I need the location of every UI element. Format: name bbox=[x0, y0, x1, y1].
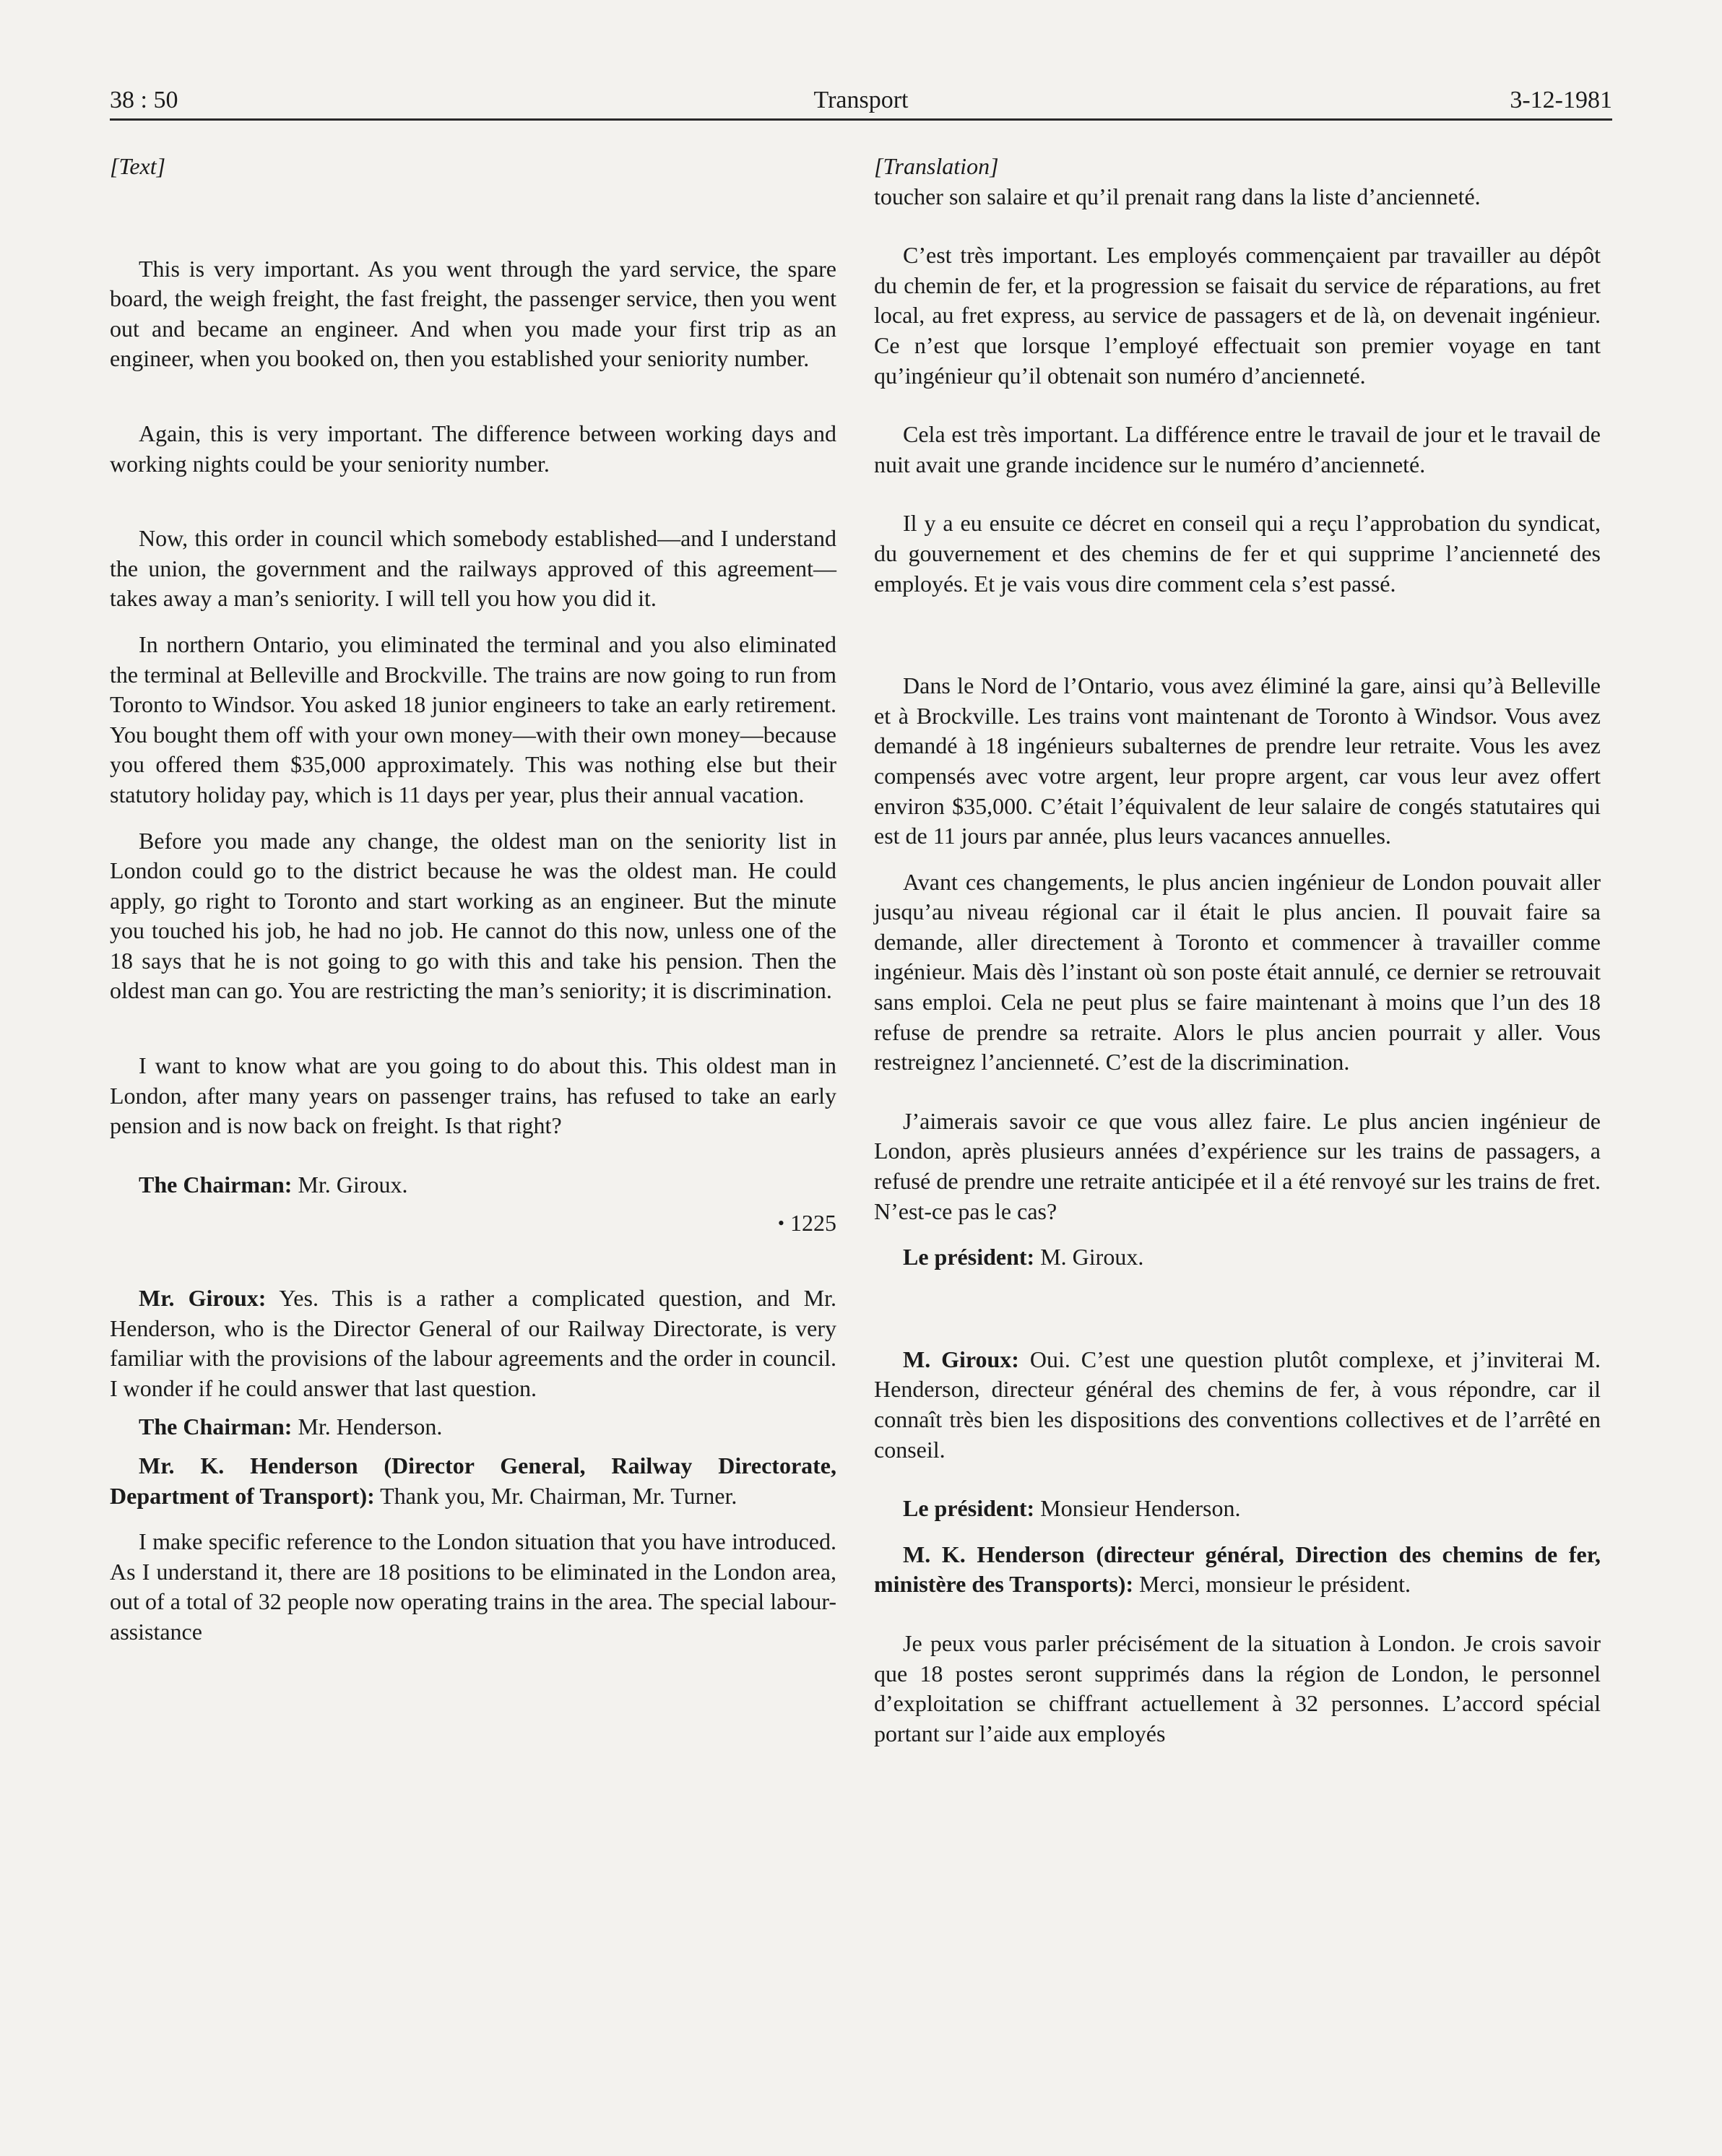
speaker-turn bbox=[874, 1540, 1601, 1600]
translation-tag: [Translation] bbox=[874, 153, 999, 179]
page-header bbox=[110, 78, 1612, 121]
speaker-label: Mr. K. Henderson (Director General, Railway Directorate, Department of Transport): bbox=[110, 1453, 836, 1509]
speech-text: Mr. Giroux. bbox=[292, 1171, 408, 1198]
speaker-turn bbox=[110, 1412, 836, 1442]
speaker-turn bbox=[110, 1170, 836, 1200]
speaker-turn bbox=[874, 1494, 1601, 1524]
speaker-label: Le président: bbox=[903, 1244, 1035, 1270]
french-column bbox=[874, 152, 1601, 1749]
paragraph: C’est très important. Les employés commençaient par travailler au dépôt du chemin de fer, et la progression se faisait du service de réparations, au fret local, au fret express, au service de passagers et de là, on devenait ingénieur. Ce n’est que lorsque l’employé effectuait son premier voyage en tant qu’ingénieur qu’il obtenait son numéro d’ancienneté. bbox=[874, 242, 1601, 389]
english-column bbox=[110, 152, 836, 1648]
paragraph: J’aimerais savoir ce que vous allez faire. Le plus ancien ingénieur de London, après plusieurs années d’expérience sur les trains de passagers, a refusé de prendre une retraite anticipée et il a été renvoyé sur les trains de fret. N’est-ce pas le cas? bbox=[874, 1107, 1601, 1224]
speech-text: Monsieur Henderson. bbox=[1034, 1495, 1241, 1522]
paragraph: Cela est très important. La différence entre le travail de jour et le travail de nuit avait une grande incidence sur le numéro d’ancienneté. bbox=[874, 421, 1601, 477]
bullet-icon: • bbox=[777, 1213, 784, 1234]
paragraph: Je peux vous parler précisément de la situation à London. Je crois savoir que 18 postes seront supprimés dans la région de London, le personnel d’exploitation se chiffrant actuellement à 32 personnes. L’accord spécial portant sur l’aide aux employés bbox=[874, 1629, 1601, 1746]
running-title: Transport bbox=[813, 87, 909, 113]
paragraph: In northern Ontario, you eliminated the terminal and you also eliminated the terminal at Belleville and Brockville. The trains are now going to run from Toronto to Windsor. You asked 18 junior engineers to take an early retirement. You bought them off with your own money—with their own money—because you offered them $35,000 approximately. This was nothing else but their statutory holiday pay, which is 11 days per year, plus their annual vacation. bbox=[110, 631, 836, 808]
speech-text: Thank you, Mr. Chairman, Mr. Turner. bbox=[374, 1482, 737, 1509]
text-tag: [Text] bbox=[110, 153, 166, 179]
paragraph: Il y a eu ensuite ce décret en conseil qui a reçu l’approbation du syndicat, du gouvernement et des chemins de fer et qui supprime l’ancienneté des employés. Et je vais vous dire comment cela s’est passé. bbox=[874, 510, 1601, 597]
speaker-turn bbox=[110, 1451, 836, 1511]
paragraph: Before you made any change, the oldest man on the seniority list in London could go to the district because he was the oldest man. He could apply, go right to Toronto and start working as an engineer. But the minute you touched his job, he had no job. He cannot do this now, unless one of the 18 says that he is not going to go with this and take his pension. Then the oldest man can go. You are restricting the man’s seniority; it is discrimination. bbox=[110, 827, 836, 1004]
speaker-label: M. Giroux: bbox=[903, 1346, 1019, 1372]
paragraph: This is very important. As you went through the yard service, the spare board, the weigh freight, the fast freight, the passenger service, then you went out and became an engineer. And when you made your first trip as an engineer, when you booked on, then you established your seniority number. bbox=[110, 255, 836, 372]
paragraph: Avant ces changements, le plus ancien ingénieur de London pouvait aller jusqu’au niveau régional car il était le plus ancien. Il pouvait faire sa demande, aller directement à Toronto et commencer à travailler comme ingénieur. Mais dès l’instant où son poste était annulé, ce dernier se retrouvait sans emploi. Cela ne peut plus se faire maintenant à moins que l’un des 18 refuse de prendre sa retraite. Alors le plus ancien pourrait y aller. Vous restreignez l’ancienneté. C’est de la discrimination. bbox=[874, 868, 1601, 1075]
speech-text: Mr. Henderson. bbox=[292, 1413, 443, 1440]
paragraph: toucher son salaire et qu’il prenait rang dans la liste d’ancienneté. bbox=[874, 183, 1481, 209]
speaker-label: Le président: bbox=[903, 1495, 1035, 1522]
speaker-label: M. K. Henderson (directeur général, Direction des chemins de fer, ministère des Transports): bbox=[874, 1541, 1601, 1598]
time-stamp: 1225 bbox=[790, 1210, 836, 1237]
speech-text: Oui. C’est une question plutôt complexe, et j’inviterai M. Henderson, directeur général des chemins de fer, à vous répondre, car il connaît très bien les dispositions des conventions collectives et de l’arrêté en conseil. bbox=[874, 1346, 1601, 1463]
paragraph: Dans le Nord de l’Ontario, vous avez éliminé la gare, ainsi qu’à Belleville et à Brockville. Les trains vont maintenant de Toronto à Windsor. Vous avez demandé à 18 ingénieurs subalternes de prendre leur retraite. Vous les avez compensés avec votre argent, leur propre argent, car vous leur avez offert environ $35,000. C’était l’équivalent de leur salaire de congés statutaires qui est de 11 jours par année, plus leurs vacances annuelles. bbox=[874, 672, 1601, 849]
speaker-turn bbox=[874, 1242, 1601, 1273]
speaker-label: Mr. Giroux: bbox=[139, 1285, 267, 1312]
paragraph: I want to know what are you going to do about this. This oldest man in London, after many years on passenger trains, has refused to take an early pension and is now back on freight. Is that right? bbox=[110, 1052, 836, 1139]
speaker-label: The Chairman: bbox=[139, 1171, 293, 1198]
page-reference: 38 : 50 bbox=[110, 87, 178, 113]
speech-text: Yes. This is a rather a complicated question, and Mr. Henderson, who is the Director General of our Railway Directorate, is very familiar with the provisions of the labour agreements and the order in council. I wonder if he could answer that last question. bbox=[110, 1285, 837, 1401]
time-marker bbox=[110, 1208, 836, 1239]
speaker-label: The Chairman: bbox=[139, 1413, 293, 1440]
speech-text: M. Giroux. bbox=[1034, 1244, 1144, 1270]
speaker-turn bbox=[874, 1345, 1601, 1465]
paragraph: I make specific reference to the London situation that you have introduced. As I understand it, there are 18 positions to be eliminated in the London area, out of a total of 32 people now operating trains in the area. The special labour-assistance bbox=[110, 1528, 836, 1645]
paragraph: Again, this is very important. The difference between working days and working nights could be your seniority number. bbox=[110, 420, 836, 477]
speech-text: Merci, monsieur le président. bbox=[1133, 1571, 1411, 1598]
paragraph: Now, this order in council which somebody established—and I understand the union, the government and the railways approved of this agreement—takes away a man’s seniority. I will tell you how you did it. bbox=[110, 525, 836, 612]
speaker-turn bbox=[110, 1283, 836, 1403]
sitting-date: 3-12-1981 bbox=[1510, 87, 1612, 113]
